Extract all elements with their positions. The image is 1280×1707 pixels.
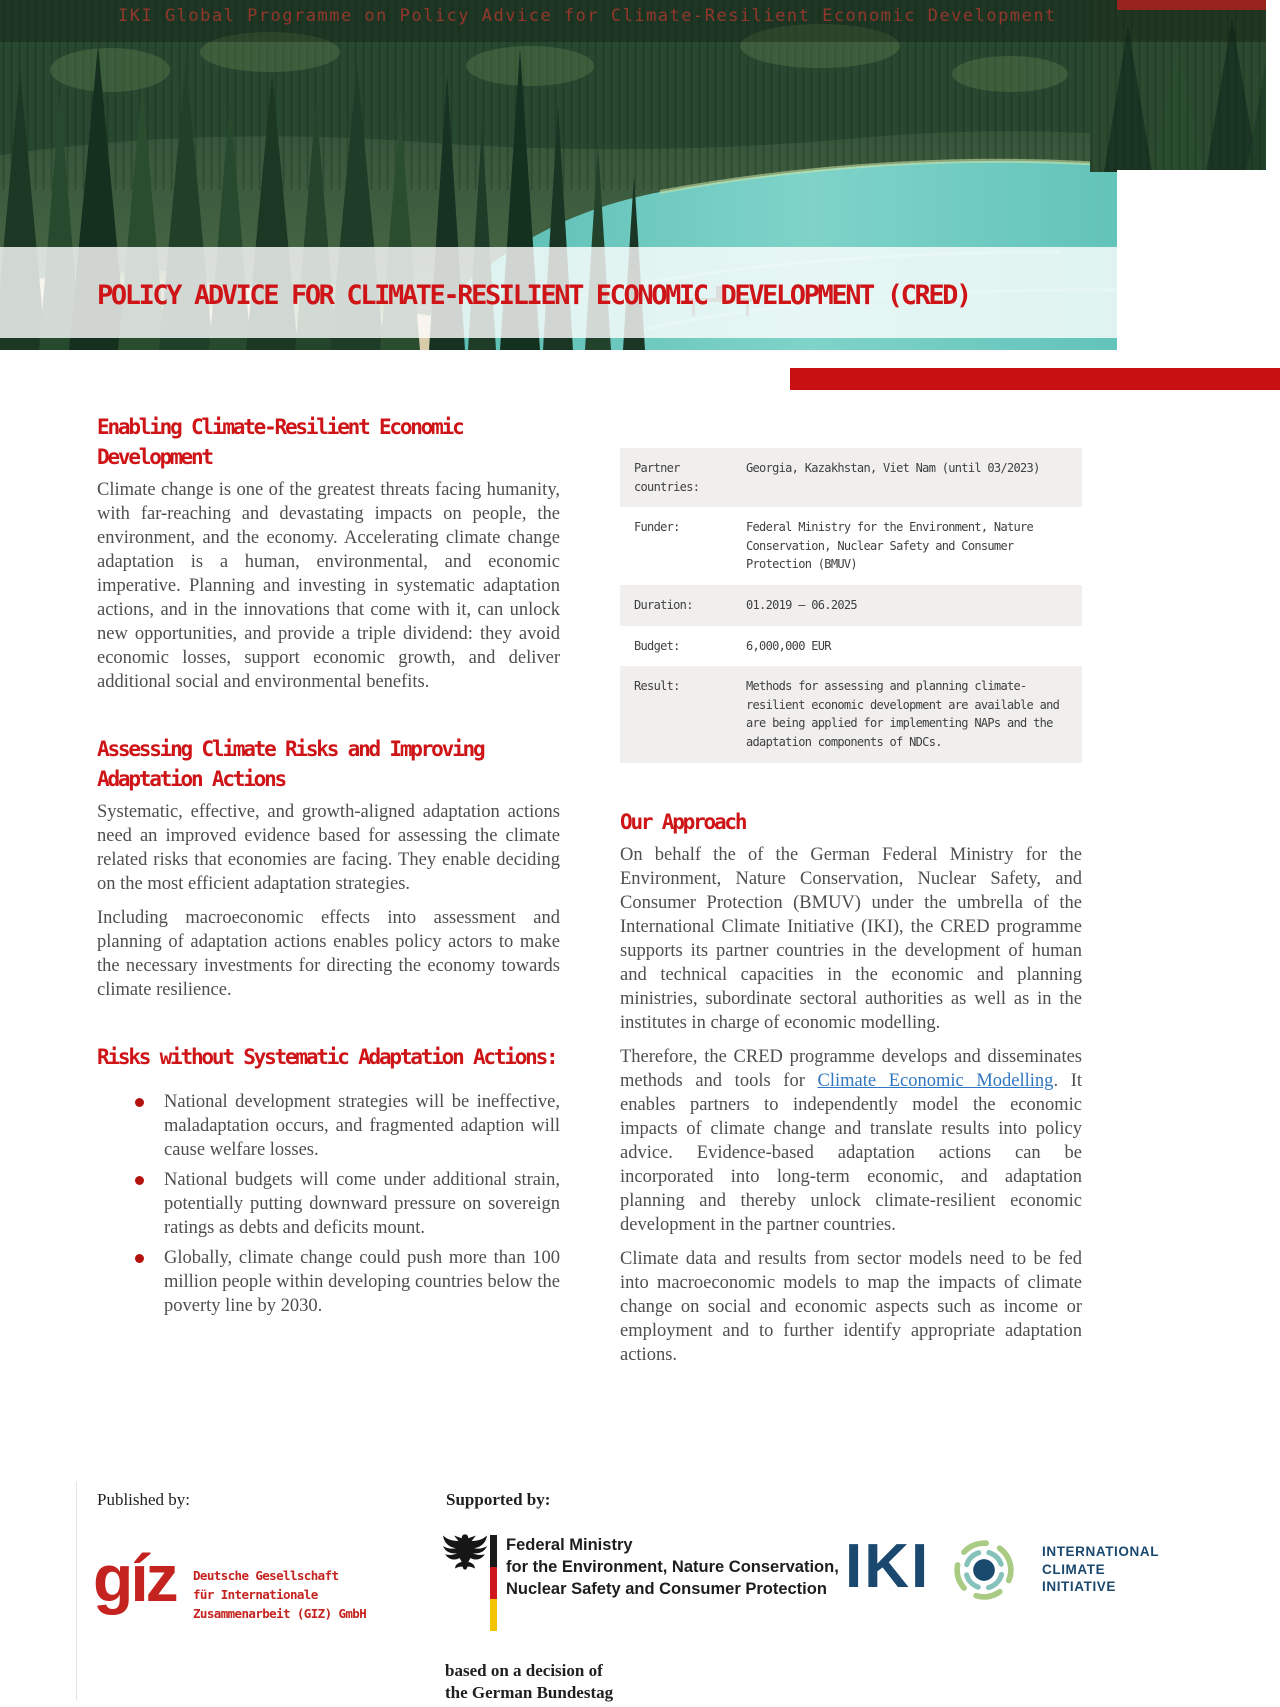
- programme-topline: IKI Global Programme on Policy Advice for Climate-Resilient Economic Development: [118, 6, 1057, 26]
- right-column: [620, 448, 1082, 1367]
- table-row-funder: [620, 507, 1082, 585]
- climate-economic-modelling-link[interactable]: Climate Economic Modelling: [817, 1070, 1054, 1091]
- row-label: Duration:: [634, 597, 693, 612]
- giz-subtext-line: Deutsche Gesellschaft: [193, 1568, 339, 1583]
- red-accent-bar: [790, 368, 1280, 390]
- bullet-dot-icon: [135, 1254, 144, 1263]
- bullet-item: [97, 1246, 560, 1318]
- giz-wordmark: gíz: [93, 1541, 176, 1615]
- section-heading-assessing: Assessing Climate Risks and Improving Adaptation Actions: [97, 737, 484, 791]
- supported-by-label: Supported by:: [446, 1490, 551, 1509]
- row-label: Partner countries:: [634, 461, 700, 494]
- row-label: Result:: [634, 679, 680, 694]
- top-red-strip: [1117, 0, 1266, 10]
- bundestag-note: [445, 1660, 613, 1704]
- row-value: Methods for assessing and planning climate-resilient economic development are available and are being applied for implementing NAPs and the adaptation components of NDCs.: [746, 679, 1060, 749]
- table-row-result: [620, 666, 1082, 762]
- paragraph-assessing-2: Including macroeconomic effects into assessment and planning of adaptation actions enables policy actors to make the necessary investments for directing the economy towards climate resilience.: [97, 908, 560, 1000]
- iki-name-line: CLIMATE: [1042, 1561, 1106, 1577]
- risks-bullet-list: [97, 1090, 560, 1318]
- row-value: 6,000,000 EUR: [746, 638, 831, 653]
- info-table: [620, 448, 1082, 763]
- bullet-text: National budgets will come under additional strain, potentially putting downward pressure on sovereign ratings as debts and deficits mount.: [164, 1170, 560, 1238]
- paragraph-approach-2-post: . It enables partners to independently model the economic impacts of climate change and translate results into policy advice. Evidence-based adaptation actions can be incorporated into long-term economic, and adaptation planning and thereby unlock climate-resilient economic development in the partner countries.: [620, 1070, 1082, 1235]
- giz-subtext-line: Zusammenarbeit (GIZ) GmbH: [193, 1606, 367, 1621]
- bundestag-note-line: the German Bundestag: [445, 1683, 614, 1702]
- left-column: [97, 412, 560, 1318]
- section-heading-enabling: Enabling Climate-Resilient Economic Development: [97, 415, 463, 469]
- paragraph-approach-3: Climate data and results from sector models need to be fed into macroeconomic models to map the impacts of climate change on social and economic aspects such as income or employment and to further identify appropriate adaptation actions.: [620, 1248, 1082, 1365]
- footer-divider-line: [76, 1482, 77, 1700]
- giz-subtext-line: für Internationale: [193, 1587, 318, 1602]
- ministry-name-line: Nuclear Safety and Consumer Protection: [506, 1580, 827, 1598]
- ministry-name: [506, 1534, 839, 1600]
- page-corner-white: [1266, 0, 1280, 172]
- section-heading-approach: Our Approach: [620, 809, 746, 834]
- bullet-item: [97, 1090, 560, 1162]
- bullet-dot-icon: [135, 1098, 144, 1107]
- iki-wordmark: IKI: [845, 1532, 931, 1601]
- published-by-label: Published by:: [97, 1490, 191, 1509]
- ministry-name-line: Federal Ministry: [506, 1536, 633, 1554]
- iki-emblem-icon: [952, 1538, 1016, 1602]
- row-label: Funder:: [634, 520, 680, 535]
- bullet-text: National development strategies will be ineffective, maladaptation occurs, and fragmented adaption will cause welfare losses.: [164, 1092, 560, 1160]
- ministry-name-line: for the Environment, Nature Conservation,: [506, 1558, 839, 1576]
- table-row-budget: [620, 626, 1082, 667]
- section-heading-risks: Risks without Systematic Adaptation Actions:: [97, 1045, 557, 1069]
- iki-name-line: INTERNATIONAL: [1042, 1544, 1160, 1559]
- paragraph-approach-2-pre: Therefore, the CRED programme develops and disseminates methods and tools for: [620, 1046, 1082, 1091]
- bullet-dot-icon: [135, 1176, 144, 1185]
- right-white-column: [1117, 170, 1280, 350]
- federal-eagle-icon: [443, 1533, 487, 1571]
- row-value: Federal Ministry for the Environment, Nature Conservation, Nuclear Safety and Consumer Protection (BMUV): [746, 520, 1034, 572]
- iki-name-line: INITIATIVE: [1042, 1579, 1117, 1594]
- paragraph-approach-2: [620, 1045, 1082, 1237]
- paragraph-enabling: Climate change is one of the greatest threats facing humanity, with far-reaching and devastating impacts on people, the environment, and the economy. Accelerating climate change adaptation is a human, environmental, and economic imperative. Planning and investing in systematic adaptation actions, and in the innovations that come with it, can unlock new opportunities, and provide a triple dividend: they avoid economic losses, support economic growth, and deliver additional social and environmental benefits.: [97, 480, 560, 692]
- paragraph-approach-1: On behalf the of the German Federal Ministry for the Environment, Nature Conservation, Nuclear Safety, and Consumer Protection (BMUV) under the umbrella of the International Climate Initiative (IKI), the CRED programme supports its partner countries in the development of human and technical capacities in the economic and planning ministries, subordinate sectoral authorities as well as in the institutes in charge of economic modelling.: [620, 844, 1082, 1033]
- row-value: 01.2019 – 06.2025: [746, 597, 857, 612]
- row-label: Budget:: [634, 638, 680, 653]
- bundestag-note-line: based on a decision of: [445, 1661, 603, 1680]
- giz-subtext: [193, 1566, 366, 1623]
- table-row-duration: [620, 585, 1082, 626]
- iki-name: [1042, 1543, 1159, 1596]
- bullet-text: Globally, climate change could push more than 100 million people within developing countries below the poverty line by 2030.: [164, 1248, 560, 1316]
- table-row-partner-countries: [620, 448, 1082, 507]
- row-value: Georgia, Kazakhstan, Viet Nam (until 03/2023): [746, 461, 1040, 475]
- bullet-item: [97, 1168, 560, 1240]
- paragraph-assessing-1: Systematic, effective, and growth-aligned adaptation actions need an improved evidence based for assessing the climate related risks that economies are facing. They enable deciding on the most efficient adaptation strategies.: [97, 802, 560, 894]
- page-title: POLICY ADVICE FOR CLIMATE-RESILIENT ECONOMIC DEVELOPMENT (CRED): [97, 280, 970, 311]
- tricolor-bar-icon: [490, 1535, 497, 1631]
